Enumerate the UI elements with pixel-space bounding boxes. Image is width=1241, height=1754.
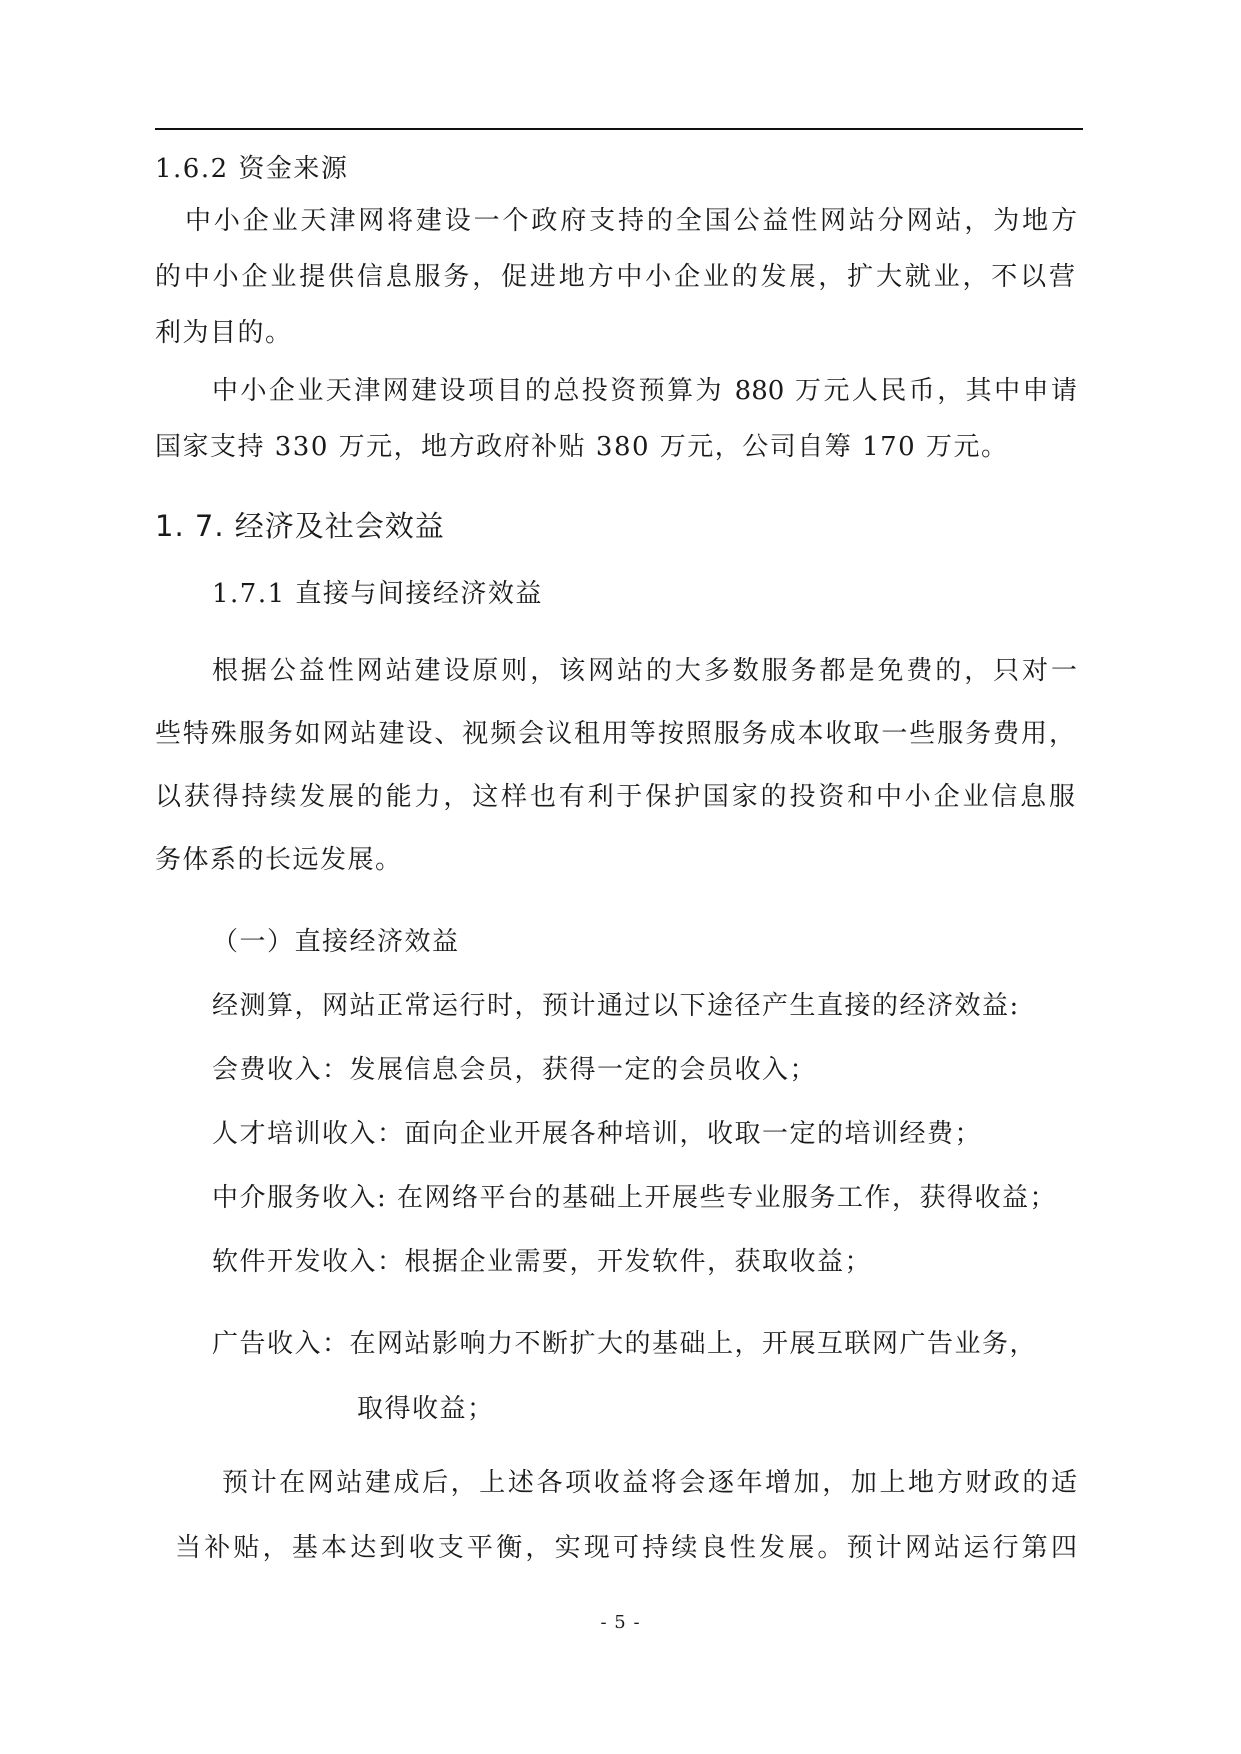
paragraph-line: 中小企业天津网将建设一个政府支持的全国公益性网站分网站，为地方 <box>185 206 1077 236</box>
paragraph-line: 国家支持 330 万元，地方政府补贴 380 万元，公司自筹 170 万元。 <box>155 432 1009 462</box>
paragraph-line: 中小企业天津网建设项目的总投资预算为 880 万元人民币，其中申请 <box>212 376 1077 406</box>
section-heading-funding: 1.6.2 资金来源 <box>155 154 349 184</box>
subsection-heading: 1.7.1 直接与间接经济效益 <box>212 579 543 609</box>
paragraph-line: 些特殊服务如网站建设、视频会议租用等按照服务成本收取一些服务费用， <box>155 719 1075 749</box>
paragraph-line: 以获得持续发展的能力，这样也有利于保护国家的投资和中小企业信息服 <box>155 782 1075 812</box>
income-item: 人才培训收入：面向企业开展各种培训，收取一定的培训经费； <box>212 1119 983 1149</box>
paragraph-line: 务体系的长远发展。 <box>155 845 403 875</box>
paragraph-line: 利为目的。 <box>155 318 293 348</box>
direct-benefits-heading: （一）直接经济效益 <box>212 927 460 957</box>
income-item: 广告收入：在网站影响力不断扩大的基础上，开展互联网广告业务， <box>212 1329 1038 1359</box>
paragraph-line: 的中小企业提供信息服务，促进地方中小企业的发展，扩大就业，不以营 <box>155 262 1075 292</box>
paragraph-line: 根据公益性网站建设原则，该网站的大多数服务都是免费的，只对一 <box>212 656 1077 686</box>
income-item: 中介服务收入: 在网络平台的基础上开展些专业服务工作，获得收益； <box>212 1183 1058 1213</box>
income-item: 会费收入：发展信息会员，获得一定的会员收入； <box>212 1055 818 1085</box>
paragraph-line: 当补贴，基本达到收支平衡，实现可持续良性发展。预计网站运行第四 <box>175 1533 1077 1563</box>
page-number: - 5 - <box>600 1612 641 1633</box>
income-item-continuation: 取得收益； <box>357 1394 495 1424</box>
header-rule <box>155 128 1083 130</box>
income-item: 软件开发收入：根据企业需要，开发软件，获取收益； <box>212 1247 873 1277</box>
section-heading-benefits: 1. 7. 经济及社会效益 <box>155 509 445 543</box>
direct-benefits-intro: 经测算，网站正常运行时，预计通过以下途径产生直接的经济效益: <box>212 991 1020 1021</box>
paragraph-line: 预计在网站建成后，上述各项收益将会逐年增加，加上地方财政的适 <box>222 1468 1077 1498</box>
